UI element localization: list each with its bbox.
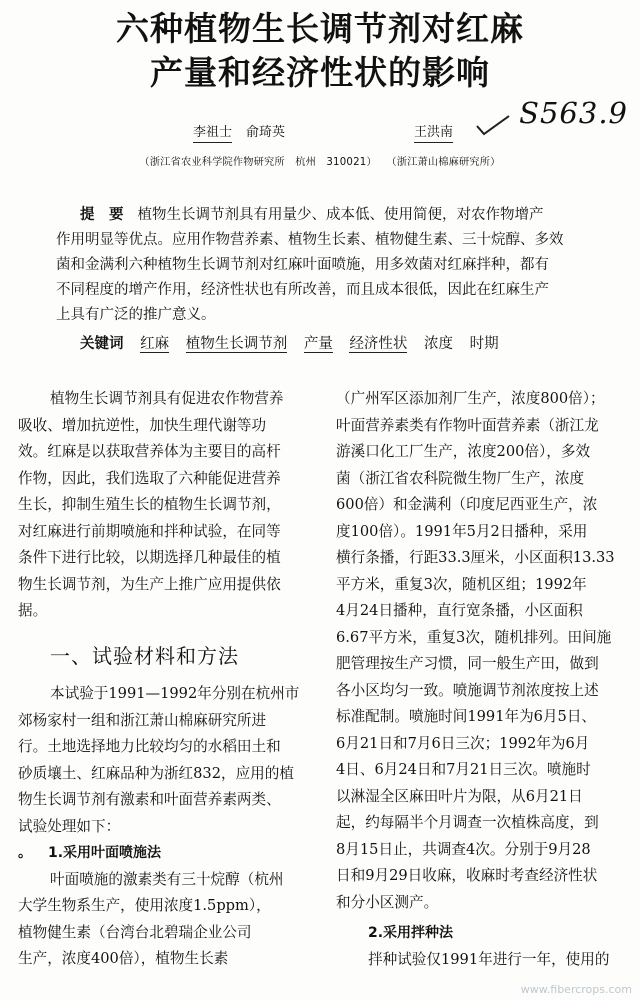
- body-line: 叶面喷施的激素类有三十烷醇（杭州: [50, 870, 284, 888]
- abstract-line: [56, 203, 584, 228]
- body-line: 据。: [18, 602, 48, 619]
- body-line: 游溪口化工厂生产，浓度200倍），多效: [336, 443, 591, 460]
- left-column: [18, 386, 314, 973]
- title-line-1: 六种植物生长调节剂对红麻: [116, 9, 524, 48]
- abstract-line: 作用明显等优点。应用作物营养素、植物生长素、植物健生素、三十烷醇、多效: [56, 232, 564, 248]
- body-line: 600倍）和金满利（印度尼西亚生产，浓: [336, 496, 598, 513]
- body-line: 大学生物系生产，使用浓度1.5ppm），: [18, 897, 271, 914]
- body-line: 8月15日止，共调查4次。分别于9月28: [336, 840, 591, 858]
- body-line: 以淋湿全区麻田叶片为限，从6月21日: [336, 787, 583, 805]
- body-line: 作物，因此，我们选取了六种能促进营养: [18, 469, 281, 487]
- body-line: 生产，浓度400倍），植物生长素: [18, 950, 229, 967]
- body-line: 砂质壤土、红麻品种为浙红832，应用的植: [18, 764, 294, 782]
- body-line: 物生长调节剂有激素和叶面营养素两类、: [18, 791, 281, 808]
- body-line: 本试验于1991—1992年分别在杭州市: [50, 685, 300, 702]
- body-line: 和分小区测产。: [336, 893, 439, 911]
- keyword: 浓度: [424, 336, 454, 352]
- title-line-2: 产量和经济性状的影响: [150, 53, 490, 92]
- body-line: 度100倍）。1991年5月2日播种，采用: [336, 522, 588, 540]
- keywords: [80, 332, 511, 353]
- body-line: 肥管理按生产习惯，同一般生产田，做到: [336, 655, 599, 672]
- body-line: 4日、6月24日和7月21日三次。喷施时: [336, 761, 591, 778]
- body-line: 植物生长调节剂具有促进农作物营养: [50, 390, 284, 407]
- author-2: 俞琦英: [246, 125, 286, 140]
- body-line: 生长，抑制生殖生长的植物生长调节剂，: [18, 496, 281, 513]
- body-line: 郊杨家村一组和浙江萧山棉麻研究所进: [18, 711, 267, 729]
- body-line: 横行条播，行距33.3厘米，小区面积13.33: [336, 549, 615, 566]
- checkmark-icon: [475, 114, 511, 136]
- author-3: 王洪南: [414, 124, 453, 143]
- body-line: 试验处理如下：: [18, 817, 121, 835]
- body-line: 叶面营养素类有作物叶面营养素（浙江龙: [336, 416, 599, 434]
- body-line: 菌（浙江省农科院微生物厂生产，浓度: [336, 469, 585, 487]
- abstract-line: 菌和金满利六种植物生长调节剂对红麻叶面喷施，用多效菌对红麻拌种，都有: [56, 257, 549, 273]
- body-line: 日和9月29日收麻，收麻时考查经济性状: [336, 867, 598, 884]
- body-line: 4月24日播种，直行宽条播，小区面积: [336, 602, 583, 619]
- subheading-bullet: 。: [18, 845, 32, 861]
- body-line: 效。红麻是以获取营养体为主要目的高杆: [18, 443, 281, 460]
- body-line: 物生长调节剂，为生产上推广应用提供依: [18, 575, 281, 593]
- keyword: 植物生长调节剂: [185, 336, 288, 352]
- keyword: 产量: [303, 336, 333, 352]
- keyword: 红麻: [140, 336, 170, 352]
- abstract-line: 不同程度的增产作用，经济性状也有所改善，而且成本很低，因此在红麻生产: [56, 282, 549, 298]
- abstract-line: 上具有广泛的推广意义。: [56, 307, 216, 323]
- abstract-text: 植物生长调节剂具有用量少、成本低、使用简便，对农作物增产: [137, 207, 544, 223]
- body-line: 条件下进行比较，以期选择几种最佳的植: [18, 549, 281, 566]
- body-line: 拌种试验仅1991年进行一年，使用的: [368, 950, 610, 968]
- author-1: 李祖士: [193, 124, 232, 143]
- body-line: 6月21日和7月6日三次；1992年为6月: [336, 734, 590, 752]
- abstract: [56, 203, 584, 328]
- body-line: 起，约每隔半个月调查一次植株高度，到: [336, 814, 599, 831]
- subheading: [18, 840, 314, 867]
- body-line: 吸收、增加抗逆性，加快生理代谢等功: [18, 416, 267, 434]
- keyword: 经济性状: [349, 336, 408, 352]
- body-line: 标准配制。喷施时间1991年为6月5日、: [336, 708, 597, 725]
- handwritten-catalog-code: S563.9: [519, 96, 628, 130]
- body-line: 行。土地选择地力比较均匀的水稻田土和: [18, 738, 281, 755]
- watermark: www.fibercrops.com: [520, 983, 632, 996]
- subheading: 2.采用拌种法: [368, 925, 454, 941]
- keywords-label: 关键词: [80, 336, 124, 352]
- affiliation-2: （浙江萧山棉麻研究所）: [386, 157, 501, 168]
- body-line: 对红麻进行前期喷施和拌种试验，在同等: [18, 522, 281, 540]
- affiliations: [0, 153, 640, 168]
- right-column: [336, 386, 636, 973]
- subheading-text: 1.采用叶面喷施法: [48, 845, 162, 861]
- body-line: 6.67平方米，重复3次，随机排列。田间施: [336, 628, 612, 646]
- authors: [0, 124, 640, 148]
- body-line: （广州军区添加剂厂生产，浓度800倍）；: [336, 390, 605, 407]
- section-heading: 一、试验材料和方法: [50, 643, 239, 668]
- abstract-label: 提 要: [80, 207, 124, 223]
- body-line: 各小区均匀一致。喷施调节剂浓度按上述: [336, 681, 599, 699]
- body-line: 植物健生素（台湾台北碧瑞企业公司: [18, 923, 252, 941]
- body-line: 平方米，重复3次，随机区组；1992年: [336, 575, 587, 593]
- keyword: 时期: [469, 336, 499, 352]
- affiliation-1: （浙江省农业科学院作物研究所 杭州 310021）: [139, 157, 377, 168]
